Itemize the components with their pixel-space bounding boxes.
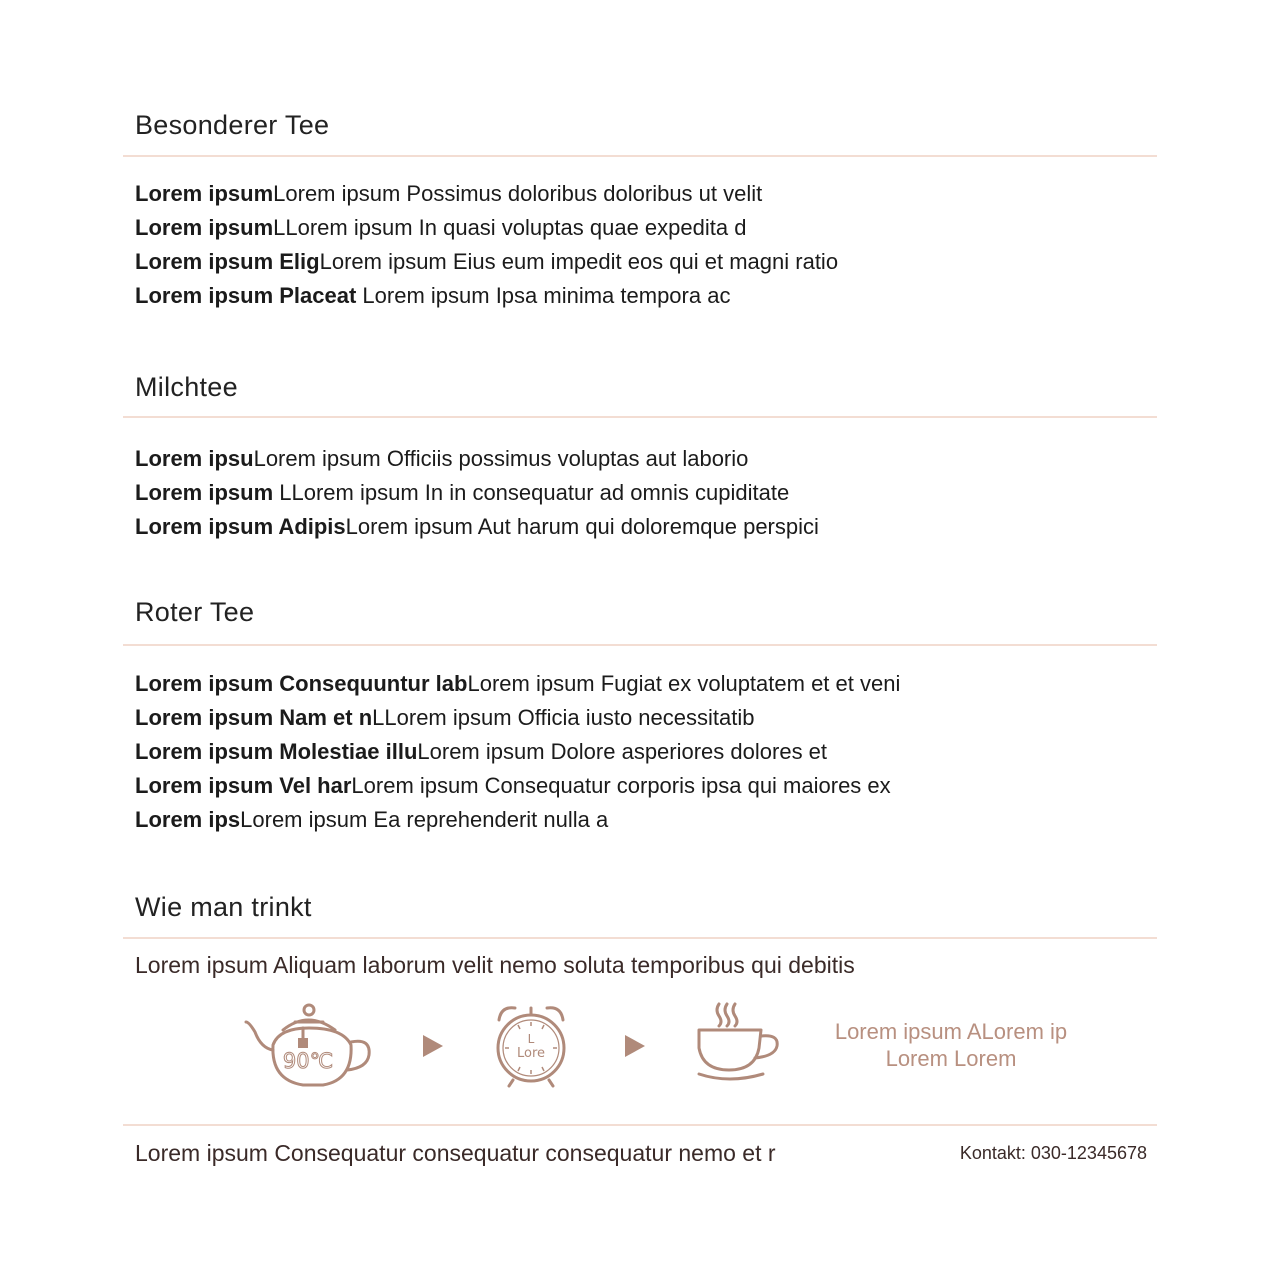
- tea-menu-page: [123, 0, 1157, 1280]
- footer-divider: [123, 1124, 1157, 1126]
- tea-list-milchtee: [135, 442, 819, 544]
- tea-item: Lorem ipsum Nam et nLLorem ipsum Officia iusto necessitatib: [135, 705, 755, 730]
- tea-item: Lorem ipsuLorem ipsum Officiis possimus voluptas aut laborio: [135, 446, 749, 471]
- section-divider: [123, 644, 1157, 646]
- teapot-icon: [243, 1000, 373, 1090]
- tea-item: Lorem ipsum AdipisLorem ipsum Aut harum qui doloremque perspici: [135, 514, 819, 539]
- section-title-roter-tee: Roter Tee: [135, 597, 255, 627]
- arrow-right-icon: [423, 1035, 443, 1057]
- contact-phone: Kontakt: 030-12345678: [959, 1143, 1147, 1163]
- section-divider: [123, 155, 1157, 157]
- tea-item: Lorem ipsum LLorem ipsum In in consequatur ad omnis cupiditate: [135, 480, 790, 505]
- tea-item: Lorem ipsumLorem ipsum Possimus doloribus doloribus ut velit: [135, 181, 763, 206]
- section-divider: [123, 416, 1157, 418]
- arrow-right-icon: [625, 1035, 645, 1057]
- clock-label-top: L: [527, 1032, 535, 1046]
- tea-item: Lorem ipsumLLorem ipsum In quasi voluptas quae expedita d: [135, 215, 747, 240]
- tea-item: Lorem ipsum Vel harLorem ipsum Consequatur corporis ipsa qui maiores ex: [135, 773, 891, 798]
- howto-note: Lorem ipsum ALorem ip Lorem Lorem: [834, 1019, 1068, 1071]
- tea-item: Lorem ipsum Consequuntur labLorem ipsum Fugiat ex voluptatem et et veni: [135, 671, 901, 696]
- tea-item: Lorem ipsum Placeat Lorem ipsum Ipsa minima tempora ac: [135, 283, 731, 308]
- teapot-temperature: 90℃: [282, 1049, 334, 1073]
- clock-label: Lore: [516, 1046, 546, 1061]
- howto-intro: Lorem ipsum Aliquam laborum velit nemo soluta temporibus qui debitis: [135, 952, 855, 978]
- tea-item: Lorem ipsum Molestiae illuLorem ipsum Dolore asperiores dolores et: [135, 739, 828, 764]
- section-title-milchtee: Milchtee: [135, 372, 238, 402]
- section-divider: [123, 937, 1157, 939]
- tea-item: Lorem ipsum EligLorem ipsum Eius eum impedit eos qui et magni ratio: [135, 249, 839, 274]
- tea-item: Lorem ipsLorem ipsum Ea reprehenderit nulla a: [135, 807, 609, 832]
- alarm-clock-icon: [491, 1000, 571, 1090]
- tea-list-roter: [135, 667, 900, 837]
- footer-text: Lorem ipsum Consequatur consequatur consequatur nemo et r: [135, 1140, 776, 1166]
- section-title-besonderer-tee: Besonderer Tee: [135, 110, 330, 140]
- tea-list-besonderer: [135, 177, 838, 313]
- section-title-wie-man-trinkt: Wie man trinkt: [135, 892, 312, 922]
- tea-cup-icon: [693, 1000, 783, 1085]
